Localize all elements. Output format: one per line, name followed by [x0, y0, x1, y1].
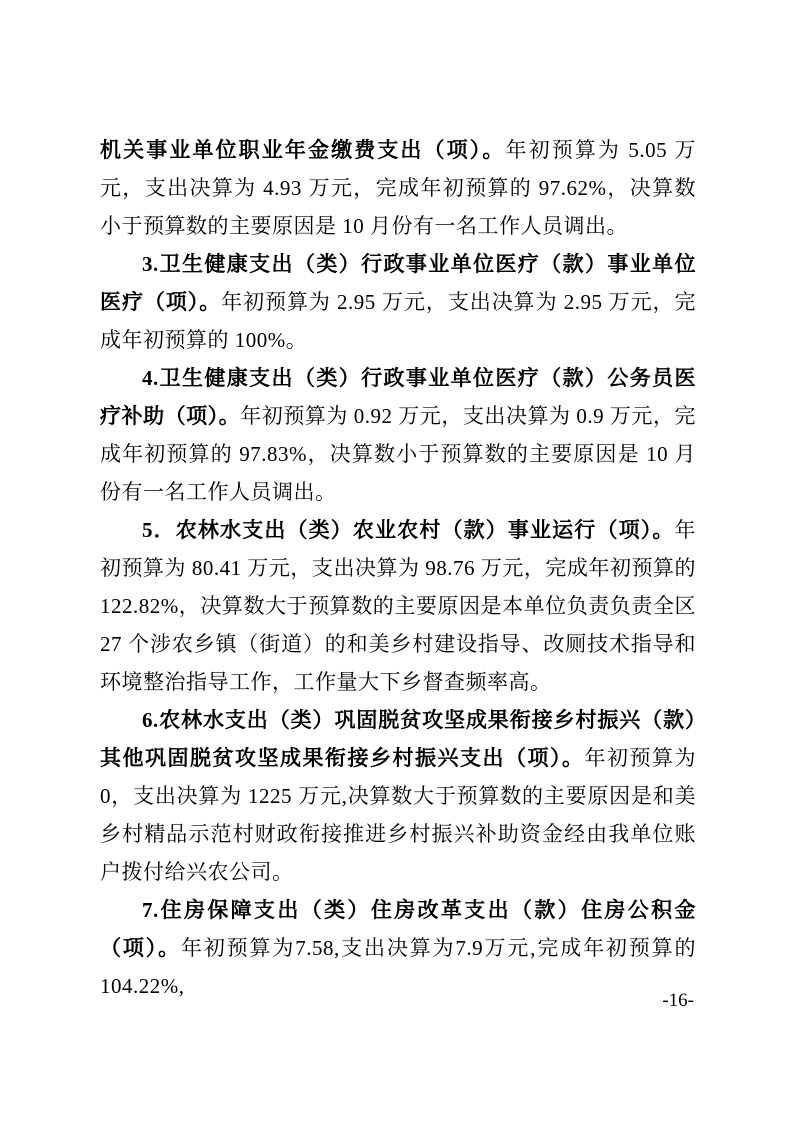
paragraph [100, 701, 696, 891]
paragraph [100, 511, 696, 701]
paragraph-body: 年初预算为 0，支出决算为 1225 万元,决算数大于预算数的主要原因是和美乡村精品示范村财政衔接推进乡村振兴补助资金经由我单位账户拨付给兴农公司。 [100, 746, 696, 884]
paragraph-heading: 6.农林水支出（类）巩固脱贫攻坚成果衔接乡村振兴（款）其他巩固脱贫攻坚成果衔接乡村振兴支出（项）。 [100, 708, 696, 770]
paragraph-heading: 5．农林水支出（类）农业农村（款）事业运行（项）。 [142, 518, 675, 542]
page-number: -16- [662, 990, 694, 1011]
paragraph [100, 891, 696, 1005]
paragraph-heading: 7.住房保障支出（类）住房改革支出（款）住房公积金（项）。 [100, 898, 696, 960]
document-body [100, 131, 696, 1005]
paragraph [100, 131, 696, 245]
paragraph [100, 359, 696, 511]
paragraph-body: 年初预算为 5.05 万元，支出决算为 4.93 万元，完成年初预算的 97.62%，决算数小于预算数的主要原因是 10 月份有一名工作人员调出。 [100, 138, 697, 238]
paragraph-heading: 3.卫生健康支出（类）行政事业单位医疗（款）事业单位医疗（项）。 [100, 252, 696, 314]
paragraph-body: 年初预算为 80.41 万元，支出决算为 98.76 万元，完成年初预算的 122.82%，决算数大于预算数的主要原因是本单位负责负责全区 27 个涉农乡镇（街道）的和美乡村建设指导、改厕技术指导和环境整治指导工作，工作量大下乡督查频率高。 [100, 518, 696, 694]
paragraph-body: 年初预算为 2.95 万元，支出决算为 2.95 万元，完成年初预算的 100%。 [100, 290, 697, 352]
paragraph-body: 年初预算为 0.92 万元，支出决算为 0.9 万元，完成年初预算的 97.83%，决算数小于预算数的主要原因是 10 月份有一名工作人员调出。 [100, 404, 697, 504]
paragraph [100, 245, 696, 359]
paragraph-heading: 4.卫生健康支出（类）行政事业单位医疗（款）公务员医疗补助（项）。 [100, 366, 696, 428]
paragraph-heading: 机关事业单位职业年金缴费支出（项）。 [100, 138, 506, 162]
paragraph-body: 年初预算为7.58,支出决算为7.9万元,完成年初预算的104.22%, [100, 936, 697, 998]
